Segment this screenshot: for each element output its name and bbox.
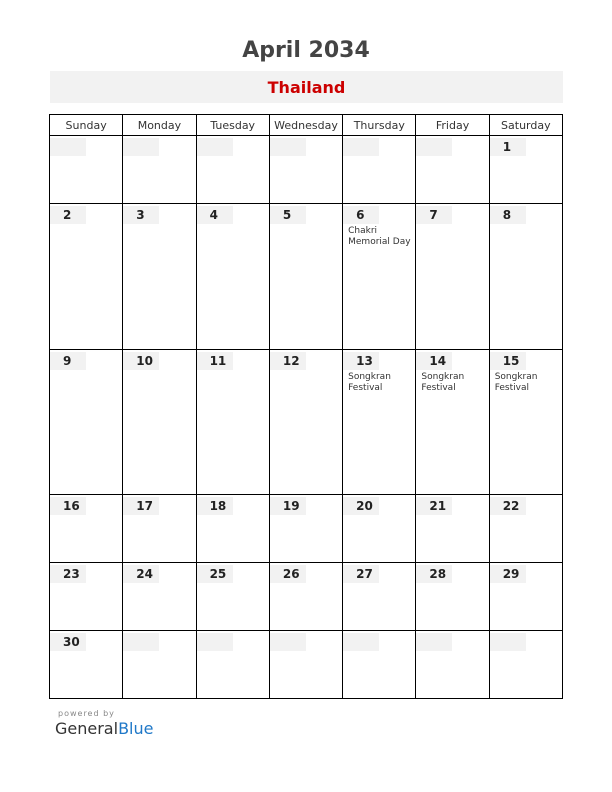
holiday-label: Songkran Festival (494, 371, 538, 393)
day-number: 28 (416, 565, 452, 583)
day-number: 23 (50, 565, 86, 583)
day-cell (196, 631, 269, 699)
day-number: 29 (490, 565, 526, 583)
day-number (123, 633, 159, 651)
brand-general: General (55, 719, 119, 738)
day-cell (416, 563, 489, 631)
day-number (123, 138, 159, 156)
day-cell (123, 349, 196, 495)
weekday-header-row (50, 115, 563, 136)
powered-by-text: powered by (58, 709, 115, 718)
day-cell (489, 495, 562, 563)
day-number (343, 138, 379, 156)
weekday-header: Monday (123, 115, 196, 136)
day-cell (489, 563, 562, 631)
day-number: 26 (270, 565, 306, 583)
day-number: 5 (270, 206, 306, 224)
day-number: 4 (197, 206, 233, 224)
day-cell (416, 203, 489, 349)
weekday-header: Thursday (343, 115, 416, 136)
day-number (50, 138, 86, 156)
day-cell (269, 203, 342, 349)
day-cell (416, 136, 489, 204)
day-cell (343, 136, 416, 204)
day-cell (343, 203, 416, 349)
day-cell (416, 631, 489, 699)
day-number: 9 (50, 352, 86, 370)
day-cell (416, 495, 489, 563)
day-number: 8 (490, 206, 526, 224)
day-cell (269, 136, 342, 204)
day-cell (50, 349, 123, 495)
day-cell (196, 563, 269, 631)
day-cell (269, 349, 342, 495)
day-cell (489, 631, 562, 699)
day-cell (269, 495, 342, 563)
day-cell (343, 563, 416, 631)
week-row (50, 203, 563, 349)
day-cell (50, 203, 123, 349)
footer (55, 709, 153, 738)
day-cell (123, 495, 196, 563)
day-number: 10 (123, 352, 159, 370)
day-number: 13 (343, 352, 379, 370)
week-row (50, 495, 563, 563)
day-cell (196, 203, 269, 349)
week-row (50, 349, 563, 495)
day-cell (269, 563, 342, 631)
day-number (343, 633, 379, 651)
day-number (416, 633, 452, 651)
day-cell (123, 136, 196, 204)
day-cell (343, 349, 416, 495)
day-number: 17 (123, 497, 159, 515)
day-number: 3 (123, 206, 159, 224)
day-number: 11 (197, 352, 233, 370)
day-cell (196, 349, 269, 495)
day-number: 2 (50, 206, 86, 224)
day-number: 7 (416, 206, 452, 224)
day-cell (343, 495, 416, 563)
day-number: 14 (416, 352, 452, 370)
day-number: 27 (343, 565, 379, 583)
day-cell (50, 563, 123, 631)
day-cell (50, 631, 123, 699)
day-number: 18 (197, 497, 233, 515)
day-number: 1 (490, 138, 526, 156)
day-number (197, 633, 233, 651)
day-number: 24 (123, 565, 159, 583)
day-cell (416, 349, 489, 495)
generalblue-logo (55, 719, 153, 738)
country-name: Thailand (267, 78, 346, 97)
day-cell (50, 136, 123, 204)
holiday-label: Songkran Festival (348, 371, 391, 393)
day-number: 25 (197, 565, 233, 583)
day-cell (50, 495, 123, 563)
day-number (270, 138, 306, 156)
day-number (197, 138, 233, 156)
day-number (490, 633, 526, 651)
calendar-title: April 2034 (242, 38, 370, 63)
brand-blue: Blue (118, 719, 154, 738)
day-number: 21 (416, 497, 452, 515)
day-number (270, 633, 306, 651)
calendar-grid (49, 114, 563, 699)
day-cell (123, 631, 196, 699)
day-cell (489, 349, 562, 495)
week-row (50, 136, 563, 204)
day-number: 20 (343, 497, 379, 515)
day-number: 22 (490, 497, 526, 515)
week-row (50, 563, 563, 631)
country-banner (50, 71, 563, 103)
holiday-label: Songkran Festival (421, 371, 465, 393)
day-cell (196, 136, 269, 204)
day-number: 15 (490, 352, 526, 370)
weekday-header: Friday (416, 115, 489, 136)
weekday-header: Wednesday (269, 115, 342, 136)
day-cell (343, 631, 416, 699)
day-number: 30 (50, 633, 86, 651)
weekday-header: Sunday (50, 115, 123, 136)
day-number: 19 (270, 497, 306, 515)
weekday-header: Saturday (489, 115, 562, 136)
day-number (416, 138, 452, 156)
day-cell (196, 495, 269, 563)
day-cell (269, 631, 342, 699)
week-row (50, 631, 563, 699)
day-number: 6 (343, 206, 379, 224)
day-cell (489, 136, 562, 204)
day-number: 16 (50, 497, 86, 515)
day-number: 12 (270, 352, 306, 370)
holiday-label: Chakri Memorial Day (348, 225, 411, 247)
weekday-header: Tuesday (196, 115, 269, 136)
day-cell (123, 203, 196, 349)
day-cell (489, 203, 562, 349)
day-cell (123, 563, 196, 631)
